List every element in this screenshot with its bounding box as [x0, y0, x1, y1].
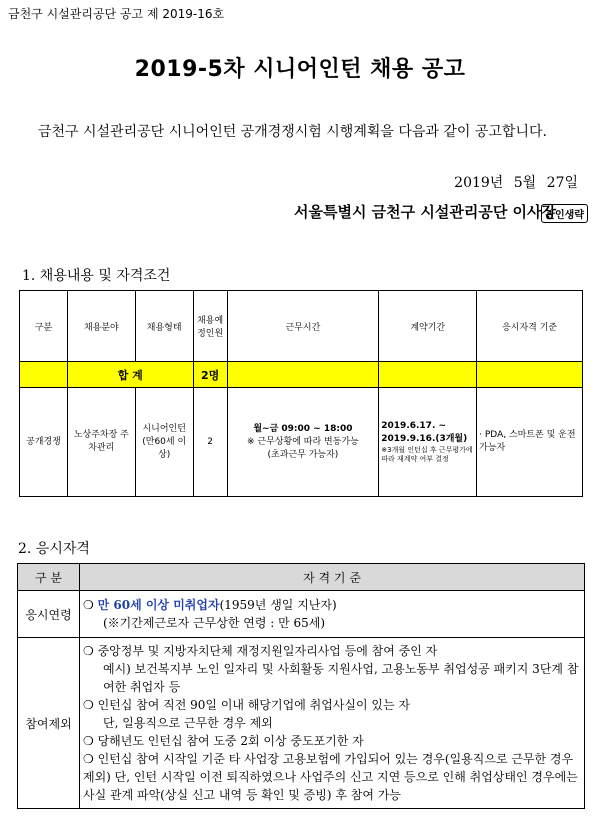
row-category: 공개경쟁: [20, 388, 68, 497]
exclusion-item-2: ❍ 인턴십 참여 직전 90일 이내 해당기업에 취업사실이 있는 자: [83, 698, 410, 712]
total-cell-empty: [379, 362, 477, 388]
total-label: 합 계: [67, 362, 193, 388]
row-field: 노상주차장 주차관리: [67, 388, 135, 497]
header-hours: 근무시간: [227, 291, 379, 362]
notice-date: 2019년 5월 27일: [454, 175, 578, 191]
exclusion-item-4: ❍ 인턴십 참여 시작일 기준 타 사업장 고용보험에 가입되어 있는 경우(일용직으로 근무한 경우 제외) 단, 인턴 시작일 이전 퇴직하였으나 사업주의 신고 지연 등으로 인해 취업상태인 경우에는 사실 관계 파악(상실 신고 내역 등 확인 및 증빙) 후 참여 가능: [83, 752, 578, 802]
exclusion-item-1-example: 예시) 보건복지부 노인 일자리 및 사회활동 지원사업, 고용노동부 취업성공 패키지 3단계 참여한 취업자 등: [103, 662, 579, 694]
age-criteria: [80, 591, 585, 638]
exclusion-label: 참여제외: [18, 638, 80, 809]
row-contract-note: ※3개월 인턴십 후 근무평가에 따라 재계약 여부 결정: [381, 446, 473, 463]
total-cell-empty: [227, 362, 379, 388]
row-hours: [227, 388, 379, 497]
row-count: 2: [193, 388, 227, 497]
row-type: [135, 388, 193, 497]
header-category: 구분: [20, 291, 68, 362]
age-rest: (1959년 생일 지난자): [219, 598, 337, 612]
seal-stamp: 관인생략: [541, 204, 588, 223]
intro-paragraph: 금천구 시설관리공단 시니어인턴 공개경쟁시험 시행계획을 다음과 같이 공고합니다.: [38, 124, 547, 140]
row-hours-line1: 월~금 09:00 ~ 18:00: [253, 423, 353, 434]
header-type: 채용형태: [135, 291, 193, 362]
age-label: 응시연령: [18, 591, 80, 638]
exclusion-criteria: [80, 638, 585, 809]
header-category: 구 분: [18, 564, 80, 591]
total-cell-empty: [477, 362, 583, 388]
issuer: 서울특별시 금천구 시설관리공단 이사장: [294, 203, 556, 221]
row-contract-line2: 2019.9.16.(3개월): [381, 434, 468, 444]
header-criteria: 자 격 기 준: [80, 564, 585, 591]
page-title: 2019-5차 시니어인턴 채용 공고: [134, 57, 466, 82]
header-qualification: 응시자격 기준: [477, 291, 583, 362]
row-type-line2: (만60세 이상): [142, 436, 187, 460]
exclusion-item-3: ❍ 당해년도 인턴십 참여 도중 2회 이상 중도포기한 자: [83, 734, 364, 748]
age-highlight: 만 60세 이상 미취업자: [97, 598, 220, 612]
notice-number: 금천구 시설관리공단 공고 제 2019-16호: [8, 7, 225, 21]
exclusion-item-1: ❍ 중앙정부 및 지방자치단체 재정지원일자리사업 등에 참여 중인 자: [83, 644, 438, 658]
age-bullet: ❍: [83, 598, 94, 612]
header-field: 채용분야: [67, 291, 135, 362]
section-heading-2: 2. 응시자격: [18, 541, 90, 557]
row-type-line1: 시니어인턴: [142, 423, 186, 434]
total-count: 2명: [193, 362, 227, 388]
eligibility-table: [17, 563, 585, 809]
header-contract: 계약기간: [379, 291, 477, 362]
row-contract-line1: 2019.6.17. ~: [381, 421, 447, 431]
row-qualification: · PDA, 스마트폰 및 운전 가능자: [477, 388, 583, 497]
exclusion-item-2-note: 단, 일용직으로 근무한 경우 제외: [103, 716, 273, 730]
row-hours-line3: (초과근무 가능자): [267, 449, 339, 460]
age-note: (※기간제근로자 근무상한 연령 : 만 65세): [103, 616, 326, 630]
header-count: 채용예정인원: [193, 291, 227, 362]
recruitment-table: [19, 290, 583, 497]
section-heading-1: 1. 채용내용 및 자격조건: [22, 268, 171, 284]
row-hours-line2: ※ 근무상황에 따라 변동가능: [247, 436, 359, 447]
total-cell-empty: [20, 362, 68, 388]
row-contract: [379, 388, 477, 497]
